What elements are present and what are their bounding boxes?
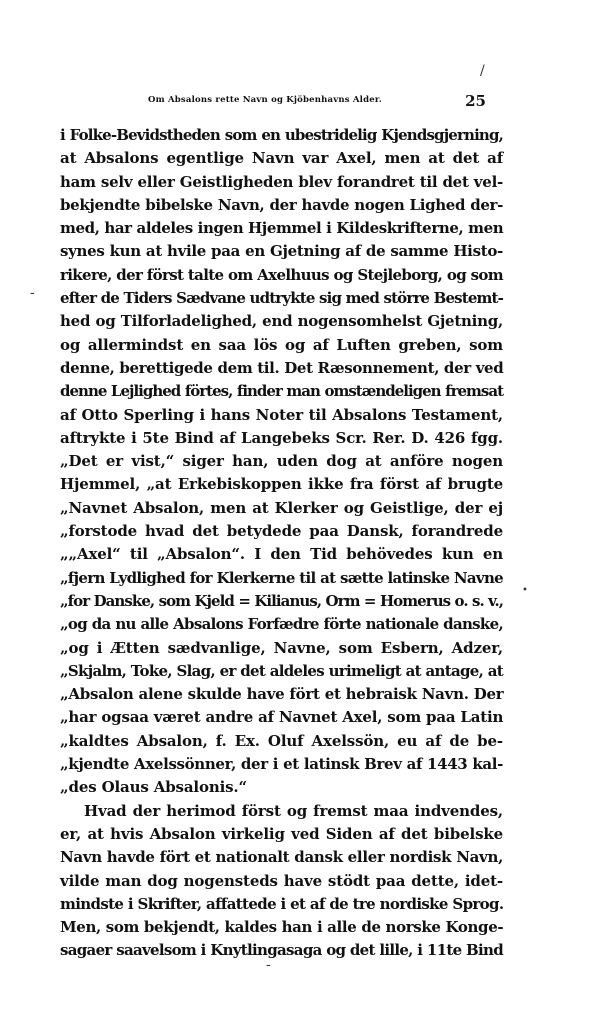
text-line: i Folke-Bevidstheden som en ubestridelig Kjendsgjerning,: [60, 126, 503, 144]
text-line: „kaldtes Absalon, f. Ex. Oluf Axelssön, eu af de be-: [60, 731, 503, 750]
text-line: synes kun at hvile paa en Gjetning af de samme Histo-: [60, 242, 503, 261]
text-line: „Navnet Absalon, men at Klerker og Geistlige, der ej: [60, 498, 503, 517]
text-line: bekjendte bibelske Navn, der havde nogen Lighed der-: [60, 195, 503, 214]
body-text: [60, 124, 503, 963]
page-number: 25: [465, 92, 486, 110]
text-line: med, har aldeles ingen Hjemmel i Kildeskrifterne, men: [60, 219, 504, 238]
text-line: „„Axel“ til „Absalon“. I den Tid behövedes kun en: [60, 545, 503, 564]
running-title: Om Absalons rette Navn og Kjöbenhavns Alder.: [148, 95, 382, 105]
text-line: Hjemmel, „at Erkebiskoppen ikke fra först af brugte: [60, 475, 503, 494]
right-margin-mark: •: [522, 585, 528, 596]
text-line: er, at hvis Absalon virkelig ved Siden af det bibelske: [60, 824, 503, 843]
text-line: „og i Ætten sædvanlige, Navne, som Esbern, Adzer,: [60, 638, 503, 657]
text-line: mindste i Skrifter, affattede i et af de tre nordiske Sprog.: [60, 894, 504, 913]
text-line: denne, berettigede dem til. Det Ræsonnement, der ved: [60, 358, 504, 377]
text-line: „fjern Lydlighed for Klerkerne til at sætte latinske Navne: [60, 568, 503, 587]
text-line: „des Olaus Absalonis.“: [60, 778, 247, 797]
text-line: og allermindst en saa lös og af Luften greben, som: [60, 335, 503, 354]
top-margin-mark: /: [480, 63, 485, 79]
text-line: vilde man dog nogensteds have stödt paa dette, idet-: [60, 871, 503, 890]
text-line: aftrykte i 5te Bind af Langebeks Scr. Rer. D. 426 fgg.: [60, 428, 503, 447]
text-line: hed og Tilforladelighed, end nogensomhelst Gjetning,: [60, 312, 503, 331]
text-line: sagaer saavelsom i Knytlingasaga og det lille, i 11te Bind: [60, 941, 503, 960]
text-line: „forstode hvad det betydede paa Dansk, forandrede: [60, 522, 503, 541]
text-line: af Otto Sperling i hans Noter til Absalons Testament,: [60, 405, 503, 424]
text-line: „Det er vist,“ siger han, uden dog at anföre nogen: [60, 452, 503, 471]
text-line-paragraph-start: Hvad der herimod först og fremst maa indvendes,: [84, 801, 503, 820]
text-line: Men, som bekjendt, kaldes han i alle de norske Konge-: [60, 918, 504, 937]
text-line: rikere, der först talte om Axelhuus og Stejleborg, og som: [60, 265, 503, 284]
text-line: „og da nu alle Absalons Forfædre förte nationale danske,: [60, 615, 503, 634]
text-line: „for Danske, som Kjeld = Kilianus, Orm = Homerus o. s. v.,: [60, 591, 503, 610]
text-line: „Absalon alene skulde have fört et hebraisk Navn. Der: [60, 685, 504, 704]
running-header: [62, 92, 490, 110]
bottom-margin-mark: -: [266, 957, 271, 973]
text-line: ham selv eller Geistligheden blev forandret til det vel-: [60, 172, 503, 191]
text-line: efter de Tiders Sædvane udtrykte sig med större Bestemt-: [60, 289, 503, 308]
text-line: „kjendte Axelssönner, der i et latinsk Brev af 1443 kal-: [60, 755, 503, 774]
text-line: „har ogsaa været andre af Navnet Axel, som paa Latin: [60, 708, 504, 727]
text-line: Navn havde fört et nationalt dansk eller nordisk Navn,: [60, 848, 503, 867]
text-line: at Absalons egentlige Navn var Axel, men at det af: [60, 149, 503, 168]
left-margin-mark: -: [30, 285, 35, 301]
text-line: denne Lejlighed förtes, finder man omstændeligen fremsat: [60, 382, 503, 401]
text-line: „Skjalm, Toke, Slag, er det aldeles urimeligt at antage, at: [60, 661, 503, 680]
